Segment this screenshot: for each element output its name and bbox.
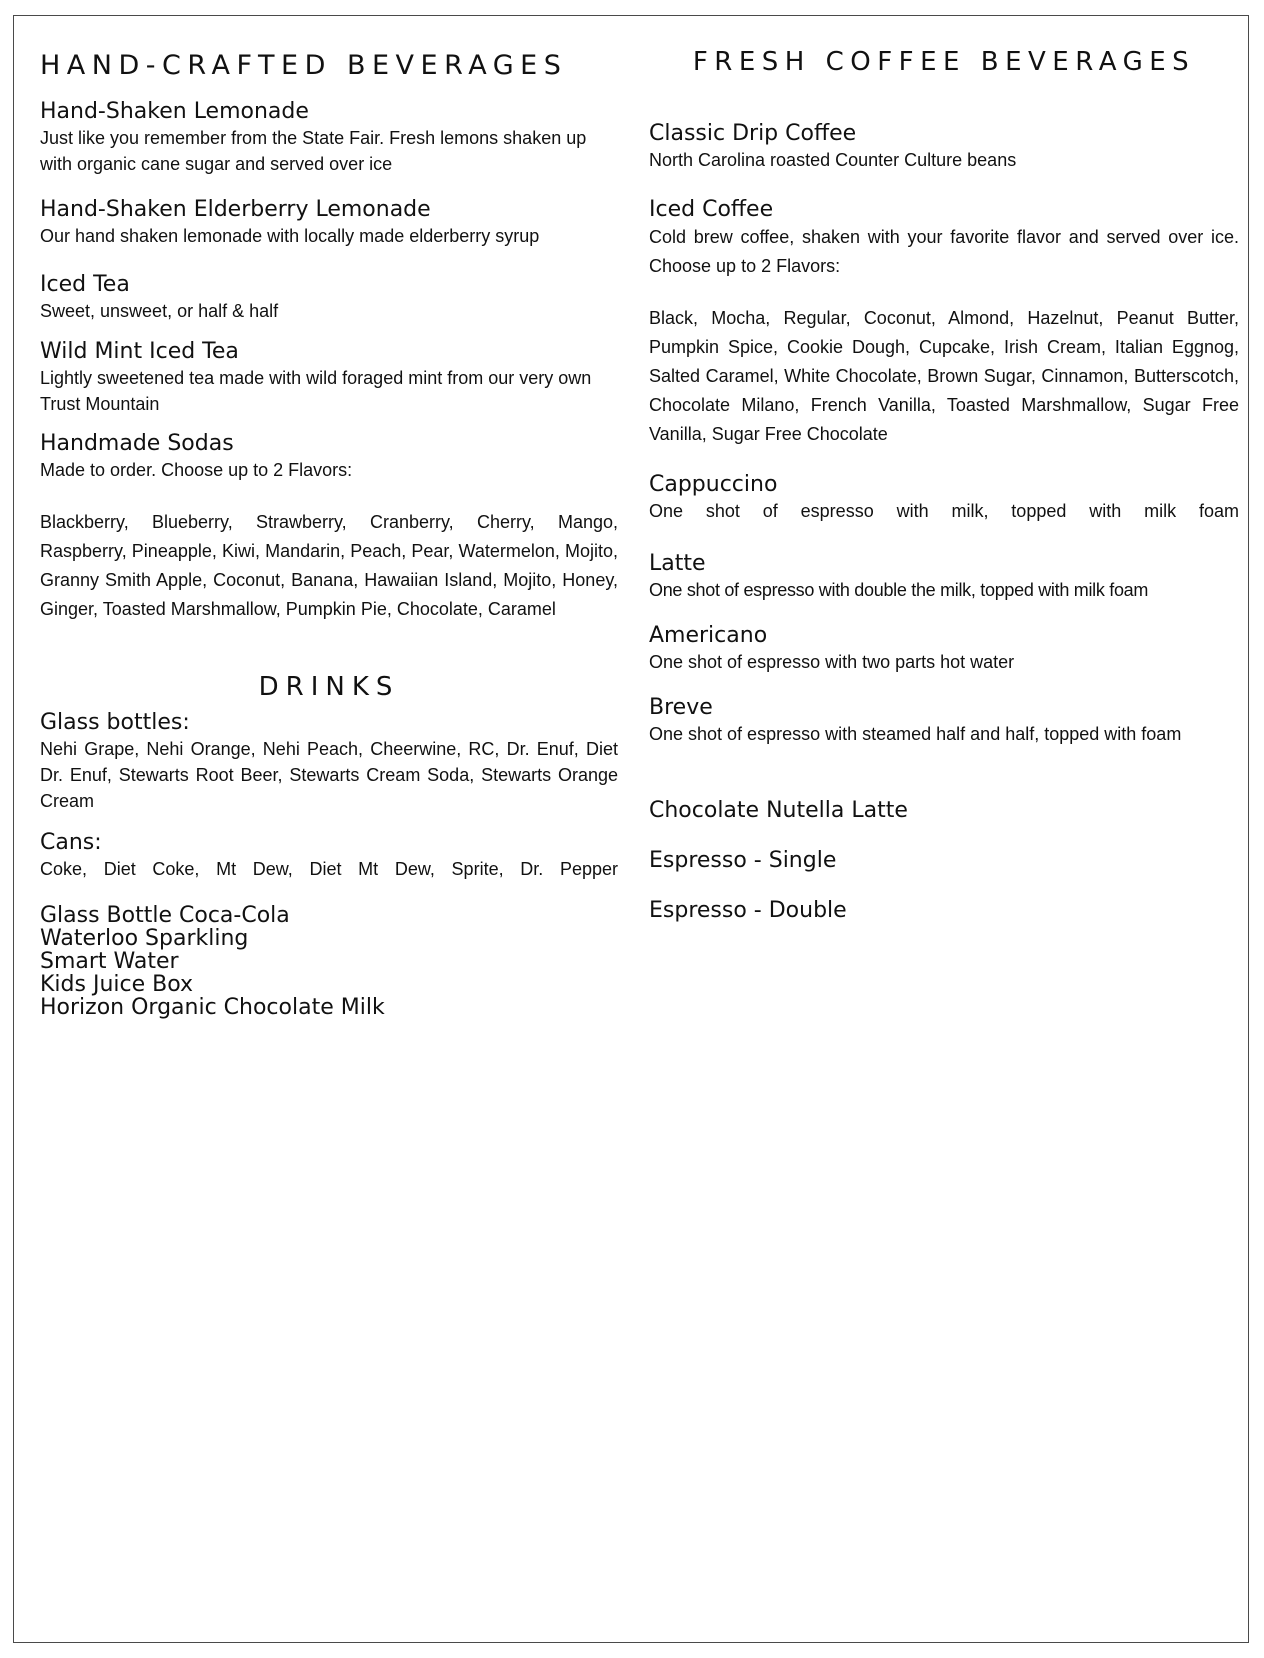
menu-item bbox=[649, 121, 1239, 173]
glass-bottles-list: Nehi Grape, Nehi Orange, Nehi Peach, Cheerwine, RC, Dr. Enuf, Diet Dr. Enuf, Stewarts Root Beer, Stewarts Cream Soda, Stewarts Orange Cream bbox=[40, 739, 618, 811]
list-item: Horizon Organic Chocolate Milk bbox=[40, 995, 385, 1020]
item-description: Sweet, unsweet, or half & half bbox=[40, 301, 279, 321]
item-description: One shot of espresso with steamed half and half, topped with foam bbox=[649, 724, 1182, 744]
list-item: Glass Bottle Coca-Cola bbox=[40, 903, 290, 928]
item-description: Cold brew coffee, shaken with your favorite flavor and served over ice. Choose up to 2 Flavors: bbox=[649, 227, 1239, 276]
item-description: Just like you remember from the State Fair. Fresh lemons shaken up with organic cane sugar and served over ice bbox=[40, 128, 587, 174]
item-description: One shot of espresso with milk, topped with milk foam bbox=[649, 501, 1239, 521]
item-name: Classic Drip Coffee bbox=[649, 121, 857, 146]
section-title-handcrafted: HAND-CRAFTED BEVERAGES bbox=[40, 50, 568, 81]
item-name: Iced Tea bbox=[40, 272, 130, 297]
menu-item bbox=[40, 197, 618, 249]
item-name: Handmade Sodas bbox=[40, 431, 234, 456]
menu-page bbox=[13, 15, 1249, 1643]
item-description: One shot of espresso with double the milk, topped with milk foam bbox=[649, 580, 1149, 600]
item-name: Cappuccino bbox=[649, 472, 778, 497]
item-name: Hand-Shaken Lemonade bbox=[40, 99, 309, 124]
item-description: North Carolina roasted Counter Culture beans bbox=[649, 150, 1017, 170]
drinks-cans bbox=[40, 830, 618, 882]
section-title-drinks: DRINKS bbox=[258, 672, 400, 702]
menu-item bbox=[649, 695, 1239, 748]
item-description: Our hand shaken lemonade with locally made elderberry syrup bbox=[40, 226, 540, 246]
item-name: Espresso - Double bbox=[649, 898, 847, 923]
list-item: Kids Juice Box bbox=[40, 972, 194, 997]
menu-item bbox=[40, 99, 618, 177]
menu-item bbox=[649, 623, 1239, 675]
item-description: Lightly sweetened tea made with wild foraged mint from our very own Trust Mountain bbox=[40, 368, 592, 414]
item-name: Iced Coffee bbox=[649, 197, 774, 222]
item-name: Espresso - Single bbox=[649, 848, 837, 873]
item-name: Breve bbox=[649, 695, 713, 720]
item-name: Chocolate Nutella Latte bbox=[649, 798, 908, 823]
menu-item bbox=[649, 197, 1239, 281]
cans-label: Cans: bbox=[40, 830, 102, 855]
section-title-coffee: FRESH COFFEE BEVERAGES bbox=[692, 47, 1196, 77]
glass-bottles-label: Glass bottles: bbox=[40, 710, 190, 735]
drinks-glass-bottles bbox=[40, 710, 618, 814]
item-description: One shot of espresso with two parts hot water bbox=[649, 652, 1015, 672]
soda-flavor-list: Blackberry, Blueberry, Strawberry, Cranberry, Cherry, Mango, Raspberry, Pineapple, Kiwi, Mandarin, Peach, Pear, Watermelon, Mojito, Granny Smith Apple, Coconut, Banana, Hawaiian Island, Mojito, Honey, Ginger, Toasted Marshmallow, Pumpkin Pie, Chocolate, Caramel bbox=[40, 512, 618, 619]
menu-item bbox=[649, 551, 1239, 603]
drinks-other-list bbox=[40, 904, 618, 1019]
menu-item bbox=[40, 431, 618, 483]
item-name: Hand-Shaken Elderberry Lemonade bbox=[40, 197, 431, 222]
coffee-flavor-list: Black, Mocha, Regular, Coconut, Almond, Hazelnut, Peanut Butter, Pumpkin Spice, Cookie Dough, Cupcake, Irish Cream, Italian Eggnog, Salted Caramel, White Chocolate, Brown Sugar, Cinnamon, Butterscotch, Chocolate Milano, French Vanilla, Toasted Marshmallow, Sugar Free Vanilla, Sugar Free Chocolate bbox=[649, 308, 1239, 444]
item-description: Made to order. Choose up to 2 Flavors: bbox=[40, 460, 353, 480]
list-item: Waterloo Sparkling bbox=[40, 926, 249, 951]
item-name: Wild Mint Iced Tea bbox=[40, 339, 239, 364]
menu-item bbox=[649, 472, 1239, 524]
item-name: Americano bbox=[649, 623, 768, 648]
cans-list: Coke, Diet Coke, Mt Dew, Diet Mt Dew, Sprite, Dr. Pepper bbox=[40, 859, 618, 879]
list-item: Smart Water bbox=[40, 949, 179, 974]
item-name: Latte bbox=[649, 551, 706, 576]
menu-item bbox=[40, 272, 618, 324]
menu-item bbox=[40, 339, 618, 417]
